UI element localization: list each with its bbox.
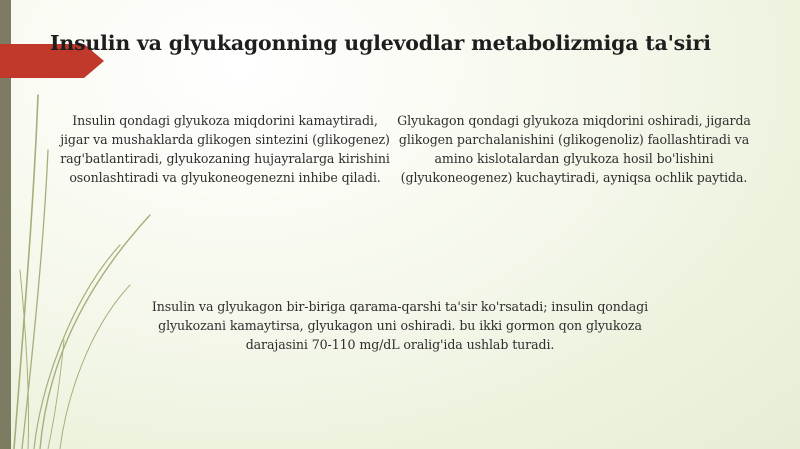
- insulin-effects-text: Insulin qondagi glyukoza miqdorini kamaytiradi, jigar va mushaklarda glikogen sintezini (glikogenez) rag'batlantiradi, glyukozaning hujayralarga kirishini osonlashtiradi va glyukoneogenezni inhibe qiladi.: [60, 113, 390, 185]
- summary-text: Insulin va glyukagon bir-biriga qarama-qarshi ta'sir ko'rsatadi; insulin qondagi glyukozani kamaytirsa, glyukagon uni oshiradi. bu ikki gormon qon glyukoza darajasini 70-110 mg/dL oralig'ida ushlab turadi.: [151, 299, 649, 352]
- glucagon-effects-text: Glyukagon qondagi glyukoza miqdorini oshiradi, jigarda glikogen parchalanishini (glikogenoliz) faollashtiradi va amino kislotalardan glyukoza hosil bo'lishini (glyukoneogenez) kuchaytiradi, ayniqsa ochlik paytida.: [397, 113, 751, 185]
- slide-title: Insulin va glyukagonning uglevodlar metabolizmiga ta'siri: [50, 31, 711, 55]
